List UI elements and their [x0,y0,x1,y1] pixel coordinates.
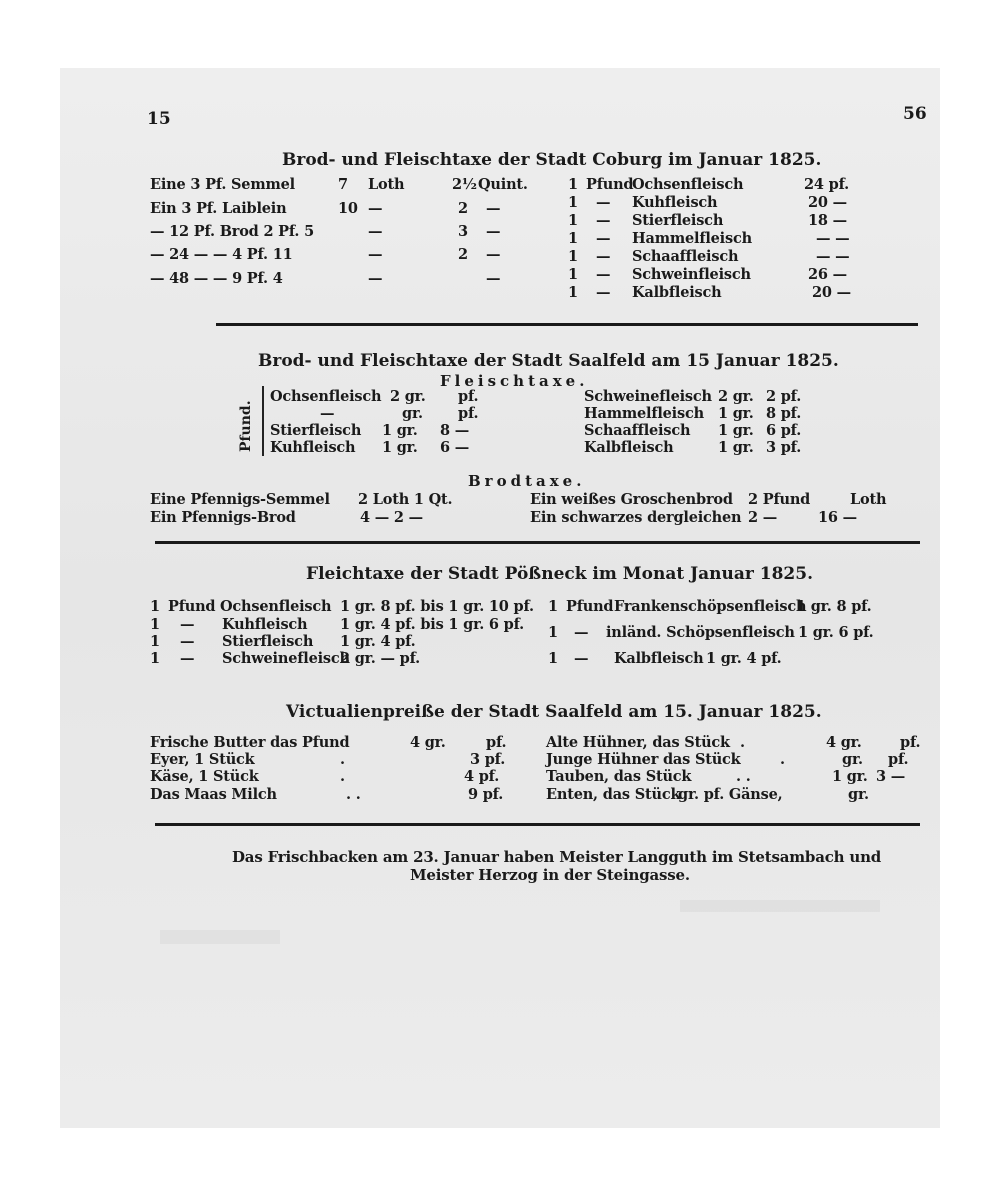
meat-unit: — [180,616,195,633]
page-number-left: 15 [147,109,171,129]
section-divider [155,823,920,826]
meat-item: Kuhfleisch [222,616,308,633]
meat-price: — — [816,248,850,265]
meat-price: 26 — [808,266,847,283]
leader-dots: . [340,768,345,785]
section-divider [216,323,918,326]
meat-item: Kuhfleisch [270,439,356,456]
victual-item: Enten, das Stück [546,786,681,803]
meat-price: 1 gr. 6 pf. [798,624,874,641]
meat-unit: — [596,266,611,283]
bread-item: Ein Pfennigs-Brod [150,509,296,526]
bread-value: — [368,246,383,263]
victual-item: Eyer, 1 Stück [150,751,255,768]
meat-price: 20 — [808,194,847,211]
meat-qty: 1 [568,230,578,247]
footer-note-line2: Meister Herzog in der Steingasse. [410,866,690,884]
bread-item: — 48 — — 9 Pf. 4 [150,270,283,287]
meat-price-gr: gr. [402,405,423,422]
bread-item: — 24 — — 4 Pf. 11 [150,246,293,263]
bread-item: Ein 3 Pf. Laiblein [150,200,287,217]
meat-item: Frankenschöpsenfleisch [614,598,807,615]
meat-item: Schaaffleisch [632,248,739,265]
meat-qty: 1 [568,194,578,211]
meat-qty: 1 [548,598,558,615]
victual-price-gr: 1 gr. [832,768,868,785]
bracket [262,386,264,456]
meat-item: Kalbfleisch [632,284,722,301]
meat-qty: 1 [568,248,578,265]
meat-unit: — [574,624,589,641]
meat-item: — [320,405,335,422]
meat-price: 2 gr. — pf. [340,650,420,667]
meat-price-pf: 2 pf. [766,388,802,405]
victual-price-pf: 9 pf. [468,786,504,803]
meat-item: Stierfleisch [222,633,314,650]
meat-qty: 1 [568,176,578,193]
bread-value: 10 [338,200,358,217]
meat-qty: 1 [548,624,558,641]
show-through-left [160,930,280,944]
meat-price-pf: 8 pf. [766,405,802,422]
meat-price-pf: pf. [458,388,479,405]
meat-unit: — [596,194,611,211]
meat-price-gr: 2 gr. [390,388,426,405]
footer-note-line1: Das Frischbacken am 23. Januar haben Meister Langguth im Stetsambach und [232,848,882,866]
victual-price-gr: 4 gr. [826,734,862,751]
meat-price: 1 gr. 8 pf. bis 1 gr. 10 pf. [340,598,534,615]
meat-item: Schweinfleisch [632,266,751,283]
bread-value2: 2 [458,246,468,263]
meat-unit: — [596,230,611,247]
victual-price-pf: pf. [888,751,909,768]
meat-price: 1 gr. 4 pf. bis 1 gr. 6 pf. [340,616,524,633]
bread-item: Eine Pfennigs-Semmel [150,491,330,508]
meat-price: 24 pf. [804,176,849,193]
meat-item: Kalbfleisch [614,650,704,667]
bread-weight-loth: 16 — [818,509,857,526]
meat-unit: — [596,212,611,229]
meat-price-pf: 6 — [440,439,470,456]
pfund-label: Pfund. [238,400,254,452]
bread-value: — [368,270,383,287]
meat-qty: 1 [150,633,160,650]
meat-item: Hammelfleisch [632,230,752,247]
meat-qty: 1 [568,266,578,283]
victual-item: Das Maas Milch [150,786,277,803]
saalfeld-meat-heading: Fleischtaxe. [440,372,589,390]
meat-unit: — [180,633,195,650]
victual-item: Alte Hühner, das Stück [546,734,730,751]
bread-unit: — [368,200,383,217]
bread-value: — [368,223,383,240]
meat-price-pf: 6 pf. [766,422,802,439]
meat-qty: 1 [150,616,160,633]
meat-price-gr: 2 gr. [718,388,754,405]
poessneck-title: Fleichtaxe der Stadt Pößneck im Monat Januar 1825. [306,564,814,584]
victual-price-pf: 4 pf. [464,768,500,785]
meat-price-gr: 1 gr. [382,439,418,456]
meat-price-gr: 1 gr. [718,422,754,439]
saalfeld-bread-heading: Brodtaxe. [468,472,586,490]
show-through-right [680,900,880,912]
meat-price-gr: 1 gr. [718,439,754,456]
bread-item: Ein weißes Groschenbrod [530,491,733,508]
victual-item: Junge Hühner das Stück [546,751,741,768]
meat-unit: Pfund [586,176,634,193]
meat-price: 1 gr. 8 pf. [796,598,872,615]
bread-unit: Loth [368,176,405,193]
bread-unit2: — [486,246,501,263]
victual-price-pf: 3 pf. [470,751,506,768]
meat-price-pf: pf. [458,405,479,422]
leader-dots: . [740,734,745,751]
meat-item: Ochsenfleisch [632,176,744,193]
section-divider [155,541,920,544]
bread-unit2: Quint. [478,176,528,193]
meat-item: Ochsenfleisch [220,598,332,615]
victual-price-gr: 4 gr. [410,734,446,751]
meat-item: Stierfleisch [632,212,724,229]
meat-item: Kuhfleisch [632,194,718,211]
meat-price: — — [816,230,850,247]
bread-value2: 2 [458,200,468,217]
victual-price-pf: 3 — [876,768,906,785]
bread-value2: 2½ [452,176,477,193]
bread-weight: 4 — 2 — [360,509,423,526]
bread-value2: 3 [458,223,468,240]
meat-price-gr: 1 gr. [718,405,754,422]
bread-item: — 12 Pf. Brod 2 Pf. 5 [150,223,314,240]
meat-item: Hammelfleisch [584,405,704,422]
meat-price: 20 — [812,284,851,301]
meat-item: Schweinefleisch [584,388,712,405]
meat-qty: 1 [150,650,160,667]
bread-weight: 2 — [748,509,778,526]
leader-dots: . [780,751,785,768]
leader-dots: . . [346,786,361,803]
bread-value: 7 [338,176,348,193]
bread-item: Ein schwarzes dergleichen [530,509,742,526]
victual-item: Frische Butter das Pfund [150,734,350,751]
meat-unit: — [596,248,611,265]
meat-price: 1 gr. 4 pf. [706,650,782,667]
bread-item: Eine 3 Pf. Semmel [150,176,295,193]
leader-dots: . . [736,768,751,785]
victual-price-pf: pf. [486,734,507,751]
victuals-title: Victualienpreiße der Stadt Saalfeld am 15. Januar 1825. [286,702,822,722]
meat-item: Schaaffleisch [584,422,691,439]
victual-price-gr: gr. [848,786,869,803]
meat-unit: Pfund [566,598,614,615]
leader-dots: . [340,751,345,768]
meat-unit: — [596,284,611,301]
meat-price: 1 gr. 4 pf. [340,633,416,650]
meat-qty: 1 [548,650,558,667]
meat-price-pf: 3 pf. [766,439,802,456]
bread-weight-loth: Loth [850,491,887,508]
meat-qty: 1 [568,212,578,229]
meat-item: Schweinefleisch [222,650,350,667]
meat-unit: — [180,650,195,667]
victual-price-gr: gr. [842,751,863,768]
bread-weight: 2 Pfund [748,491,811,508]
saalfeld-title: Brod- und Fleischtaxe der Stadt Saalfeld am 15 Januar 1825. [258,351,839,371]
meat-item: Kalbfleisch [584,439,674,456]
bread-weight: 2 Loth 1 Qt. [358,491,453,508]
meat-price-pf: 8 — [440,422,470,439]
meat-unit: Pfund [168,598,216,615]
meat-price: 18 — [808,212,847,229]
meat-unit: — [574,650,589,667]
meat-item: Stierfleisch [270,422,362,439]
victual-extra: gr. pf. Gänse, [678,786,783,803]
meat-item: Ochsenfleisch [270,388,382,405]
meat-item: inländ. Schöpsenfleisch [606,624,795,641]
victual-item: Tauben, das Stück [546,768,692,785]
bread-unit2: — [486,270,501,287]
bread-unit2: — [486,200,501,217]
page-number-right: 56 [903,104,927,124]
meat-qty: 1 [568,284,578,301]
meat-price-gr: 1 gr. [382,422,418,439]
victual-price-pf: pf. [900,734,921,751]
meat-qty: 1 [150,598,160,615]
coburg-title: Brod- und Fleischtaxe der Stadt Coburg im Januar 1825. [282,150,822,170]
bread-unit2: — [486,223,501,240]
victual-item: Käse, 1 Stück [150,768,259,785]
